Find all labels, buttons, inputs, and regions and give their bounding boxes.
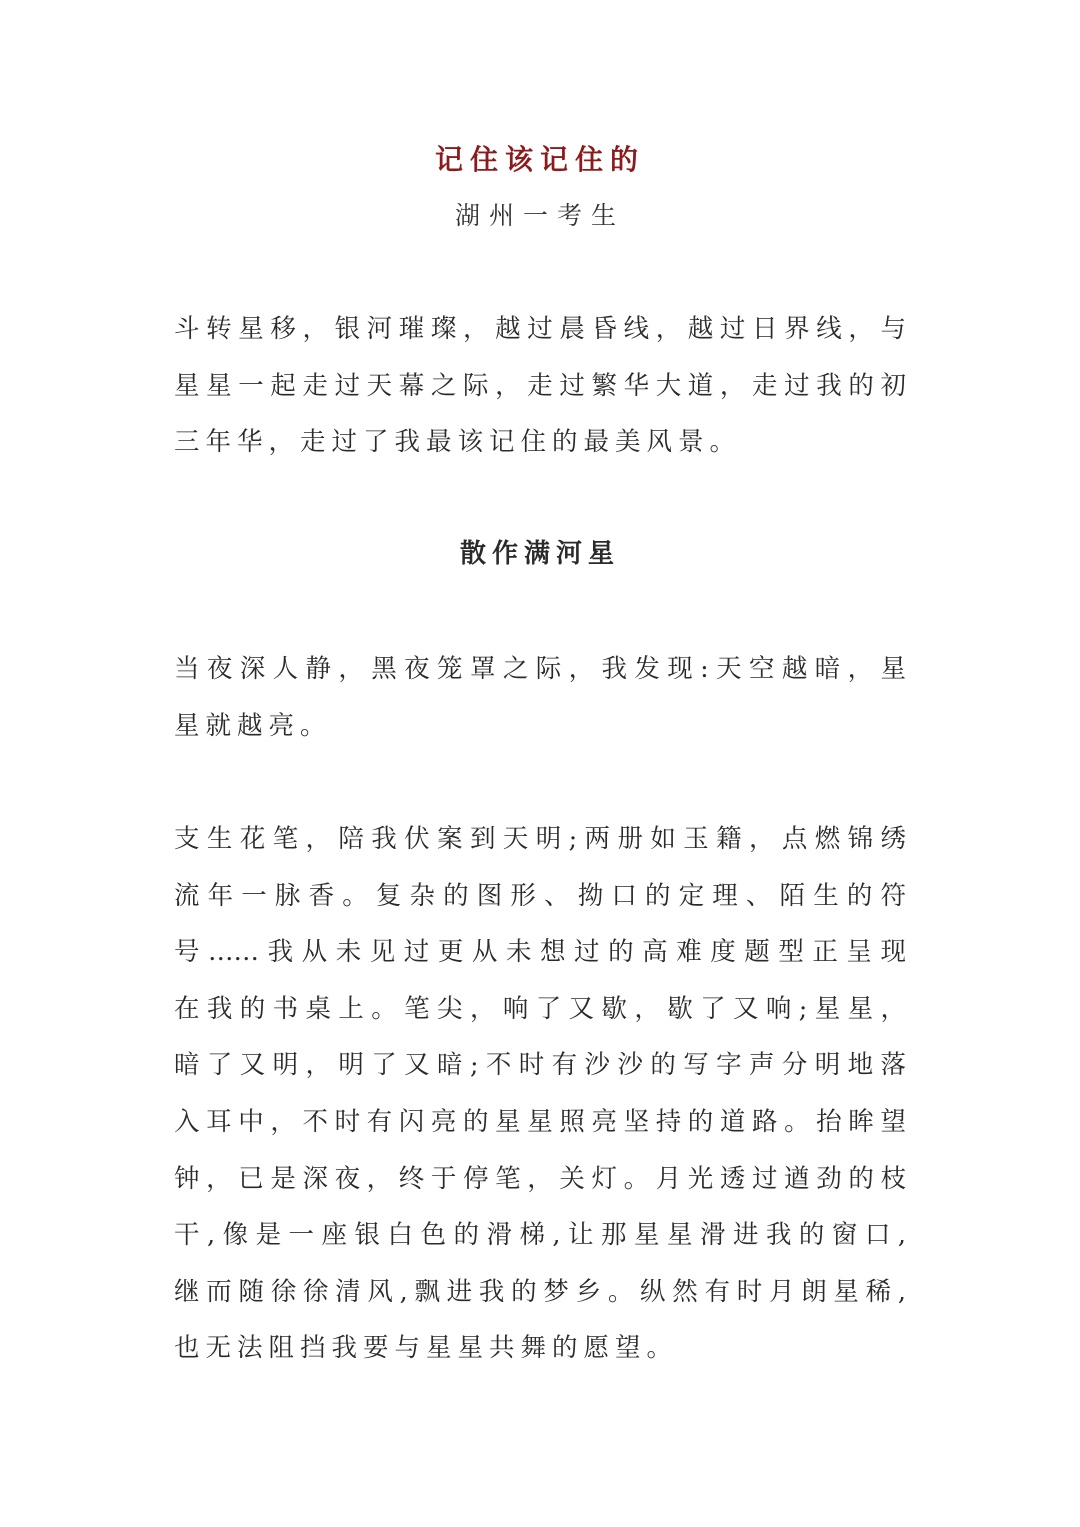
paragraph-line: 继而随徐徐清风,飘进我的梦乡。纵然有时月朗星稀, xyxy=(174,1276,906,1307)
paragraph-line: 也无法阻挡我要与星星共舞的愿望。 xyxy=(174,1333,679,1364)
intro-paragraph xyxy=(174,301,906,471)
paragraph-line: 流年一脉香。复杂的图形、拗口的定理、陌生的符 xyxy=(174,880,906,911)
paragraph-1 xyxy=(174,641,906,754)
paragraph-line: 星星一起走过天幕之际，走过繁华大道，走过我的初 xyxy=(174,370,906,401)
paragraph-line: 暗了又明，明了又暗;不时有沙沙的写字声分明地落 xyxy=(174,1050,906,1081)
paragraph-line: 入耳中，不时有闪亮的星星照亮坚持的道路。抬眸望 xyxy=(174,1106,906,1137)
paragraph-line: 当夜深人静，黑夜笼罩之际，我发现:天空越暗，星 xyxy=(174,654,906,684)
paragraph-line: 钟，已是深夜，终于停笔，关灯。月光透过遒劲的枝 xyxy=(174,1163,906,1194)
paragraph-line: 干,像是一座银白色的滑梯,让那星星滑进我的窗口, xyxy=(174,1220,906,1251)
paragraph-2 xyxy=(174,811,906,1377)
paragraph-line: 三年华，走过了我最该记住的最美风景。 xyxy=(174,427,742,458)
paragraph-line: 星就越亮。 xyxy=(174,710,332,741)
author-byline: 湖州一考生 xyxy=(454,201,625,230)
essay-title: 记住该记住的 xyxy=(434,143,645,176)
paragraph-line: 支生花笔，陪我伏案到天明;两册如玉籍，点燃锦绣 xyxy=(174,824,906,854)
paragraph-line: 号……我从未见过更从未想过的高难度题型正呈现 xyxy=(174,937,906,968)
paragraph-line: 在我的书桌上。笔尖，响了又歇，歇了又响;星星， xyxy=(174,993,906,1024)
section-heading: 散作满河星 xyxy=(459,539,620,569)
paragraph-line: 斗转星移，银河璀璨，越过晨昏线，越过日界线，与 xyxy=(174,314,906,344)
